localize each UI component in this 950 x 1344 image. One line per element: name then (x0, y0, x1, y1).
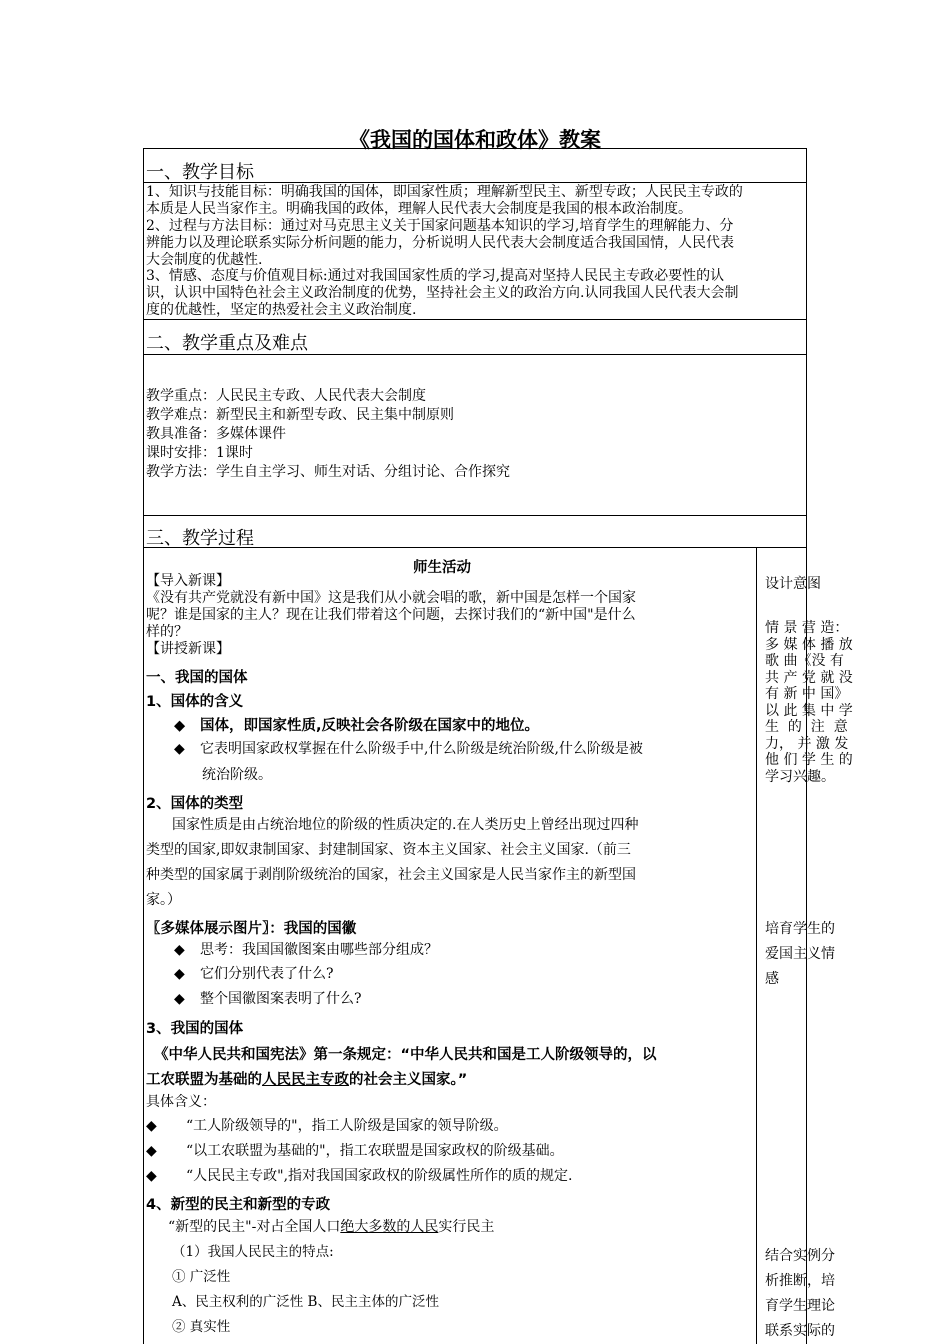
objective-line: 识，认识中国特色社会主义政治制度的优势，坚持社会主义的政治方向.认同我国人民代表大会制 (146, 285, 739, 301)
design-intent-label: 设计意图 (765, 576, 821, 592)
new-lesson-tag: 【讲授新课】 (146, 641, 230, 657)
feature-subitems: A、民主权利的广泛性 B、民主主体的广泛性 (172, 1294, 439, 1310)
meaning-item: ◆ “人民民主专政",指对我国国家政权的阶级属性所作的质的规定. (146, 1168, 573, 1184)
key-point-tools: 教具准备：多媒体课件 (146, 426, 286, 442)
feature-item: ① 广泛性 (172, 1269, 231, 1285)
note-block (765, 917, 835, 992)
note-line: 他 们 学 生 的 (765, 752, 853, 768)
note-line: 爱国主义情 (765, 946, 835, 962)
intro-text: 《没有共产党就没有新中国》这是我们从小就会唱的歌，新中国是怎样一个国家 (146, 590, 636, 606)
note-line: 以 此 集 中 学 (765, 702, 853, 719)
bullet-icon: ◆ (146, 1118, 157, 1134)
column-divider (756, 547, 757, 1344)
bullet-text: 国体，即国家性质,反映社会各阶级在国家中的地位。 (200, 718, 540, 734)
note-line: 共 产 党 就 没 (765, 669, 853, 686)
question-item: ◆ 它们分别代表了什么? (174, 966, 334, 982)
objective-line: 2、过程与方法目标：通过对马克思主义关于国家问题基本知识的学习,培育学生的理解能力、分 (146, 218, 734, 234)
bullet-icon: ◆ (174, 741, 185, 757)
heading-types: 2、国体的类型 (146, 796, 244, 812)
meaning-label: 具体含义： (146, 1094, 216, 1110)
section-heading-process: 三、教学过程 (146, 528, 254, 549)
objective-line: 1、知识与技能目标：明确我国的国体，即国家性质；理解新型民主、新型专政；人民民主专政的 (146, 184, 743, 200)
new-democracy-line: “新型的民主"-对占全国人口绝大多数的人民实行民主 (168, 1219, 495, 1235)
objective-line: 本质是人民当家作主。明确我国的政体，理解人民代表大会制度是我国的根本政治制度。 (146, 201, 692, 217)
key-point-difficulty: 教学难点：新型民主和新型专政、民主集中制原则 (146, 407, 454, 423)
section-heading-key-points: 二、教学重点及难点 (146, 333, 308, 354)
note-line: 育学生理论 (765, 1298, 835, 1314)
note-line: 联系实际的 (765, 1323, 835, 1339)
intro-text: 呢？谁是国家的主人？现在让我们带着这个问题，去探讨我们的“新中国"是什么 (146, 607, 636, 623)
column-header-activities: 师生活动 (413, 560, 471, 576)
bullet-icon: ◆ (146, 1168, 157, 1184)
intro-text: 样的？ (146, 624, 188, 640)
bullet-icon: ◆ (174, 718, 186, 734)
row-divider (143, 515, 807, 516)
note-line: 培育学生的 (765, 921, 835, 937)
table-border-left (143, 148, 144, 1344)
section-heading-objectives: 一、教学目标 (146, 162, 254, 183)
types-paragraph: 种类型的国家属于剥削阶级统治的国家，社会主义国家是人民当家作主的新型国 (146, 867, 636, 883)
heading-meaning: 1、国体的含义 (146, 694, 244, 710)
heading-state-system: 一、我国的国体 (146, 670, 248, 686)
key-point-hours: 课时安排：1课时 (146, 445, 253, 461)
note-line: 感 (765, 971, 779, 987)
note-block (765, 620, 853, 785)
meaning-item: ◆ “以工农联盟为基础的"，指工农联盟是国家政权的阶级基础。 (146, 1143, 564, 1159)
key-point-methods: 教学方法：学生自主学习、师生对话、分组讨论、合作探究 (146, 464, 510, 480)
bullet-item (174, 714, 539, 735)
note-line: 有 新 中 国》 (765, 686, 849, 702)
note-line: 多 媒 体 播 放 (765, 636, 853, 653)
note-line: 力， 并 激 发 (765, 735, 849, 752)
objective-line: 大会制度的优越性. (146, 252, 263, 268)
feature-item: ② 真实性 (172, 1319, 231, 1335)
bullet-continuation: 统治阶级。 (202, 767, 272, 783)
bullet-text: 它表明国家政权掌握在什么阶级手中,什么阶级是统治阶级,什么阶级是被 (200, 741, 643, 757)
note-line: 结合实例分 (765, 1248, 835, 1264)
objective-line: 3、情感、态度与价值观目标:通过对我国国家性质的学习,提高对坚持人民民主专政必要性的认 (146, 268, 725, 284)
features-heading: （1）我国人民民主的特点: (172, 1244, 334, 1260)
question-item: ◆ 思考：我国国徽图案由哪些部分组成？ (174, 942, 438, 958)
note-line: 析推断，培 (765, 1273, 835, 1289)
key-point-focus: 教学重点：人民民主专政、人民代表大会制度 (146, 388, 426, 404)
bullet-icon: ◆ (146, 1143, 157, 1159)
types-paragraph: 国家性质是由占统治地位的阶级的性质决定的.在人类历史上曾经出现过四种 (172, 817, 639, 833)
note-line: 歌 曲《没 有 (765, 653, 844, 669)
objective-line: 辨能力以及理论联系实际分析问题的能力，分析说明人民代表大会制度适合我国国情，人民代表 (146, 235, 734, 251)
intro-tag: 【导入新课】 (146, 573, 230, 589)
note-block (765, 1244, 835, 1344)
question-item: ◆ 整个国徽图案表明了什么? (174, 991, 362, 1007)
meaning-item: ◆ “工人阶级领导的"，指工人阶级是国家的领导阶级。 (146, 1118, 508, 1134)
types-paragraph: 家。） (146, 892, 181, 908)
note-line: 学习兴趣。 (765, 768, 835, 785)
row-divider (143, 319, 807, 320)
note-line: 生 的 注 意 (765, 719, 848, 735)
objective-line: 度的优越性，坚定的热爱社会主义政治制度. (146, 302, 417, 318)
media-display: 〖多媒体展示图片〗：我国的国徽 (146, 921, 357, 937)
bullet-item (174, 741, 643, 758)
constitution-quote: 工农联盟为基础的人民民主专政的社会主义国家。” (146, 1072, 468, 1088)
types-paragraph: 类型的国家,即奴隶制国家、封建制国家、资本主义国家、社会主义国家.（前三 (146, 842, 631, 858)
constitution-quote: 《中华人民共和国宪法》第一条规定：“中华人民共和国是工人阶级领导的，以 (154, 1047, 657, 1063)
bullet-icon: ◆ (174, 966, 185, 982)
page-title: 《我国的国体和政体》教案 (349, 128, 601, 152)
heading-new-democracy: 4、新型的民主和新型的专政 (146, 1197, 331, 1213)
bullet-icon: ◆ (174, 991, 185, 1007)
heading-our-state-system: 3、我国的国体 (146, 1021, 244, 1037)
note-line: 情 景 营 造： (765, 620, 849, 636)
bullet-icon: ◆ (174, 942, 185, 958)
